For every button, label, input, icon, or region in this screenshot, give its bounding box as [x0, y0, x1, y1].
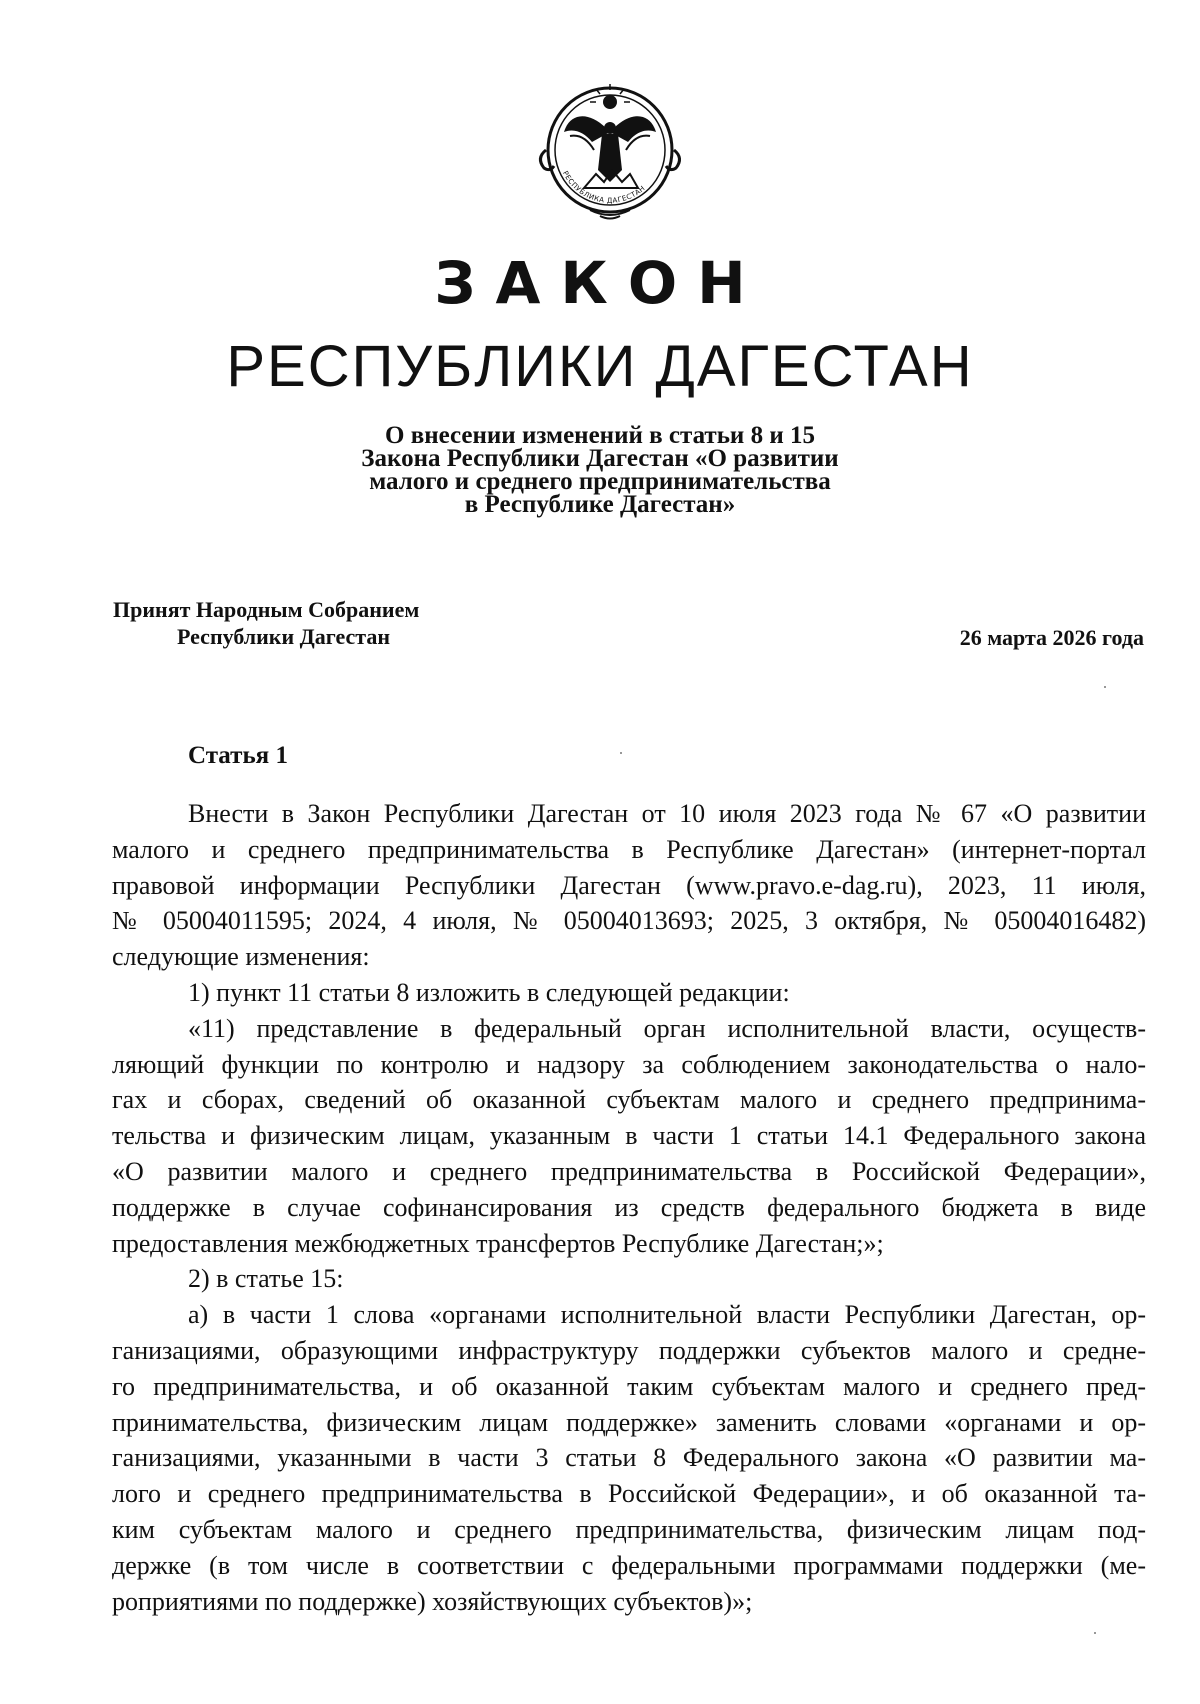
article-body	[112, 796, 1146, 1619]
body-line: 1) пункт 11 статьи 8 изложить в следующей редакции:	[188, 977, 790, 1007]
body-line: следующие изменения:	[112, 942, 370, 972]
body-line: предоставления межбюджетных трансфертов Республике Дагестан;»;	[112, 1228, 884, 1258]
body-line: го предпринимательства, и об оказанной таким субъектам малого и среднего пред-	[112, 1371, 1146, 1401]
law-title	[0, 424, 1200, 516]
body-line: «О развитии малого и среднего предпринимательства в Российской Федерации»,	[112, 1156, 1146, 1186]
document-subtitle: РЕСПУБЛИКИ ДАГЕСТАН	[226, 334, 974, 399]
law-title-line: О внесении изменений в статьи 8 и 15	[385, 422, 815, 449]
adoption-date: 26 марта 2026 года	[959, 625, 1144, 650]
body-line: принимательства, физическим лицам поддержке» заменить словами «органами и ор-	[112, 1407, 1146, 1437]
scan-speck	[1104, 686, 1106, 688]
body-line: поддержке в случае софинансирования из средств федерального бюджета в виде	[112, 1192, 1146, 1222]
body-line: ким субъектам малого и среднего предпринимательства, физическим лицам под-	[112, 1514, 1146, 1544]
scan-speck	[620, 752, 622, 754]
body-line: ганизациями, указанными в части 3 статьи 8 Федерального закона «О развитии ма-	[112, 1443, 1146, 1473]
body-line: держке (в том числе в соответствии с федеральными программами поддержки (ме-	[112, 1550, 1146, 1580]
body-line: ганизациями, образующими инфраструктуру поддержки субъектов малого и средне-	[112, 1335, 1146, 1365]
body-line: малого и среднего предпринимательства в Республике Дагестан» (интернет-портал	[112, 834, 1146, 864]
body-line: лого и среднего предпринимательства в Российской Федерации», и об оказанной та-	[112, 1479, 1146, 1509]
body-line: ляющий функции по контролю и надзору за соблюдением законодательства о нало-	[112, 1049, 1146, 1079]
body-line: гах и сборах, сведений об оказанной субъектам малого и среднего предпринима-	[112, 1085, 1146, 1115]
body-line: тельства и физическим лицам, указанным в части 1 статьи 14.1 Федерального закона	[112, 1121, 1146, 1151]
adoption-block	[113, 596, 419, 650]
adoption-line: Принят Народным Собранием	[113, 597, 420, 622]
scan-speck	[1094, 1632, 1096, 1634]
body-line: № 05004011595; 2024, 4 июля, № 05004013693; 2025, 3 октября, № 05004016482)	[112, 906, 1146, 936]
law-title-line: малого и среднего предпринимательства	[369, 468, 831, 495]
coat-of-arms-dagestan-icon	[530, 70, 690, 230]
law-title-line: Закона Республики Дагестан «О развитии	[361, 445, 839, 472]
body-line: 2) в статье 15:	[188, 1264, 344, 1294]
emblem-text: РЕСПУБЛИКА ДАГЕСТАН	[560, 169, 647, 205]
document-title: ЗАКОН	[434, 249, 766, 317]
body-line: «11) представление в федеральный орган исполнительной власти, осуществ-	[188, 1013, 1146, 1043]
article-heading: Статья 1	[188, 742, 288, 769]
body-line: Внести в Закон Республики Дагестан от 10 июля 2023 года № 67 «О развитии	[188, 799, 1146, 828]
body-line: а) в части 1 слова «органами исполнительной власти Республики Дагестан, ор-	[188, 1300, 1146, 1330]
body-line: роприятиями по поддержке) хозяйствующих субъектов)»;	[112, 1586, 753, 1616]
law-title-line: в Республике Дагестан»	[464, 491, 736, 518]
adoption-line: Республики Дагестан	[177, 624, 391, 649]
body-line: правовой информации Республики Дагестан (www.pravo.e-dag.ru), 2023, 11 июля,	[112, 870, 1146, 900]
